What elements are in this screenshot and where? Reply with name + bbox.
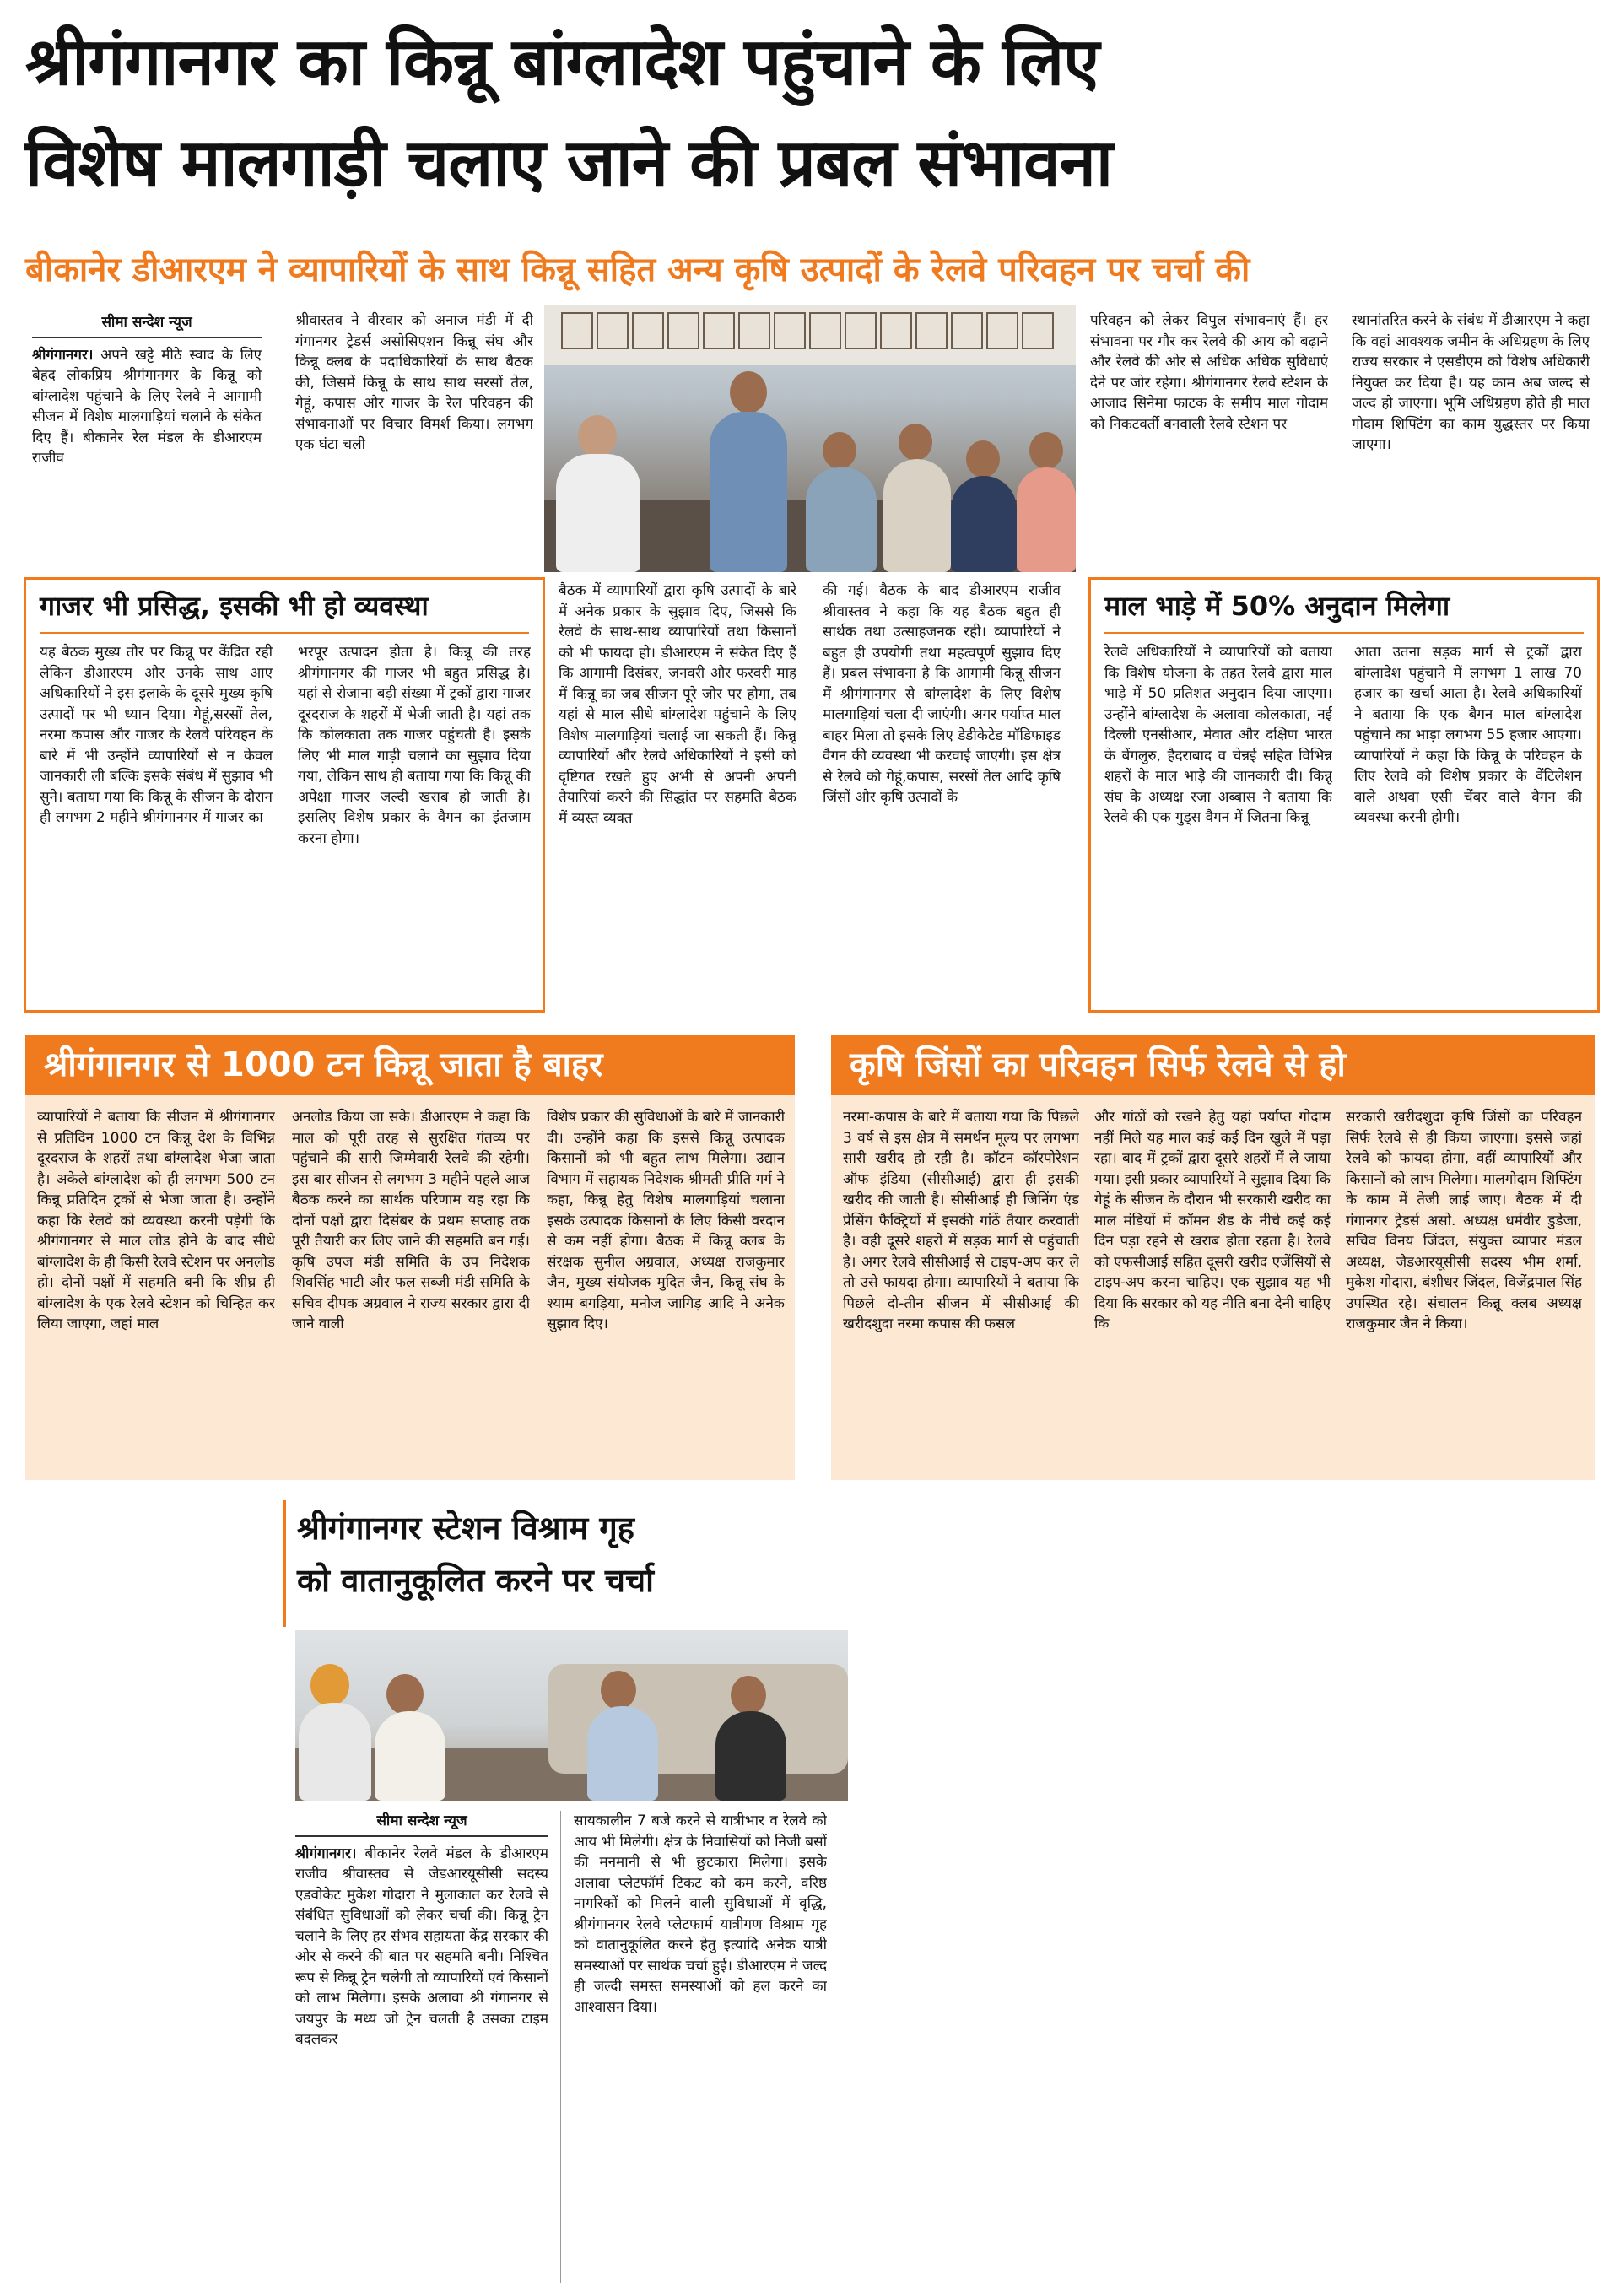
band-left-text-1: व्यापारियों ने बताया कि सीजन में श्रीगंगानगर से प्रतिदिन 1000 टन किन्नू देश के विभिन्न दूरदराज के शहरों तथा बांग्लादेश भेजा जाता है। अकेले बांग्लादेश को ही लगभग 500 टन किन्नू प्रतिदिन ट्रकों से भेजा जाता है। उन्होंने कहा कि रेलवे को व्यवस्था करनी पड़ेगी कि श्रीगंगानगर से माल लोड होने के बाद सीधे बांग्लादेश के ही किसी रेलवे स्टेशन पर अनलोड हो। दोनों पक्षों में सहमति बनी कि शीघ्र ही बांग्लादेश के एक रेलवे स्टेशन को चिन्हित कर लिया जाएगा, जहां माल (37, 1109, 275, 1332)
byline: सीमा सन्देश न्यूज (32, 312, 262, 338)
band-right-column-3 (1346, 1107, 1582, 1470)
maal-column-1 (1104, 642, 1332, 1003)
story1-column-2 (295, 311, 533, 564)
story2-headline-line-1: श्रीगंगानगर स्टेशन विश्राम गृह (297, 1510, 634, 1547)
dateline: श्रीगंगानगर। (32, 346, 94, 364)
band-left-column-2 (292, 1107, 530, 1470)
band-left-column-3 (547, 1107, 785, 1470)
story1-column-4 (823, 581, 1061, 1008)
gajar-box (24, 577, 545, 1013)
story2-text-1: बीकानेर रेलवे मंडल के डीआरएम राजीव श्रीवास्तव से जेडआरयूसीसी सदस्य एडवोकेट मुकेश गोदारा ने मुलाकात कर रेलवे से संबंधित सुविधाओं को लेकर चर्चा की। किन्नू ट्रेन चलाने के लिए हर संभव सहायता केंद्र सरकार की ओर से करने की बात पर सहमति बनी। निश्चित रूप से किन्नू ट्रेन चलेगी तो व्यापारियों एवं किसानों को लाभ मिलेगा। इसके अलावा श्री गंगानगर से जयपुर के मध्य जो ट्रेन चलती है उसका टाइम बदलकर (295, 1845, 548, 2048)
story2-column-2 (574, 1811, 827, 2283)
gajar-text-1: यह बैठक मुख्य तौर पर किन्नू पर केंद्रित रही लेकिन डीआरएम और उनके साथ आए अधिकारियों ने इस इलाके के दूसरे मुख्य कृषि उत्पादों पर भी ध्यान दिया। गेहूं,सरसों तेल, नरमा कपास और गाजर के रेलवे परिवहन के बारे में भी उन्होंने व्यापारियों से न केवल जानकारी ली बल्कि इसके संबंध में सुझाव भी सुने। बताया गया कि किन्नू के सीजन के दौरान ही लगभग 2 महीने श्रीगंगानगर में गाजर का (40, 644, 273, 826)
band-left-title: श्रीगंगानगर से 1000 टन किन्नू जाता है बाहर (25, 1035, 795, 1095)
maal-box (1088, 577, 1600, 1013)
story2-dateline: श्रीगंगानगर। (295, 1845, 357, 1862)
story1-text-4: की गई। बैठक के बाद डीआरएम राजीव श्रीवास्तव ने कहा कि यह बैठक बहुत ही सार्थक तथा उत्साहजनक रही। व्यापारियों ने बहुत ही उपयोगी तथा महत्वपूर्ण सुझाव दिए हैं। प्रबल संभावना है कि आगामी किन्नू सीजन में श्रीगंगानगर से बांग्लादेश के लिए विशेष मालगाड़ियां चला दी जाएंगी। अगर पर्याप्त माल बाहर मिला तो इसके लिए डेडीकेटेड मॉडिफाइड वैगन की व्यवस्था भी करवाई जाएगी। इस क्षेत्र से रेलवे को गेहूं,कपास, सरसों तेल आदि कृषि जिंसों और कृषि उत्पादों के (823, 582, 1061, 806)
story2-headline-line-2: को वातानुकूलित करने पर चर्चा (297, 1562, 655, 1599)
maal-column-2 (1354, 642, 1582, 1003)
story2-byline: सीमा सन्देश न्यूज (295, 1811, 548, 1837)
band-left-text-2: अनलोड किया जा सके। डीआरएम ने कहा कि माल को पूरी तरह से सुरक्षित गंतव्य पर पहुंचाने की सारी जिम्मेवारी रेलवे की रहेगी। इस बार सीजन से लगभग 3 महीने पहले आज बैठक करने का सार्थक परिणाम यह रहा कि दोनों पक्षों द्वारा दिसंबर के प्रथम सप्ताह तक पूरी तैयारी कर लिए जाने की सहमति बन गई। कृषि उपज मंडी समिति के उप निदेशक शिवसिंह भाटी और फल सब्जी मंडी समिति के सचिव दीपक अग्रवाल ने राज्य सरकार द्वारा दी जाने वाली (292, 1109, 530, 1332)
story1-text-5: परिवहन को लेकर विपुल संभावनाएं हैं। हर संभावना पर गौर कर रेलवे की आय को बढ़ाने और रेलवे की ओर से अधिक अधिक सुविधाएं देने पर जोर रहेगा। श्रीगंगानगर रेलवे स्टेशन के आजाद सिनेमा फाटक के समीप माल गोदाम को निकटवर्ती बनवाली रेलवे स्टेशन पर (1090, 312, 1328, 433)
band-right-column-1 (843, 1107, 1079, 1470)
band-left-text-3: विशेष प्रकार की सुविधाओं के बारे में जानकारी दी। उन्होंने कहा कि इससे किन्नू उत्पादक किसानों को भी बहुत लाभ मिलेगा। उद्यान विभाग में सहायक निदेशक श्रीमती प्रीति गर्ग ने कहा, किन्नू हेतु विशेष मालगाड़ियां चलाना इसके उत्पादक किसानों के लिए किसी वरदान से कम नहीं होगा। बैठक में किन्नू क्लब के संरक्षक सुनील अग्रवाल, अध्यक्ष राजकुमार जैन, मुख्य संयोजक मुदित जैन, किन्नू संघ के श्याम बगड़िया, मनोज जागिड़ आदि ने अनेक सुझाव दिए। (547, 1109, 785, 1332)
story1-text-1: अपने खट्टे मीठे स्वाद के लिए बेहद लोकप्रिय श्रीगंगानगर के किन्नू को बांग्लादेश पहुंचाने के लिए रेलवे ने आगामी सीजन में विशेष मालगाड़ियां चलाने के संकेत दिए हैं। बीकानेर रेल मंडल के डीआरएम राजीव (32, 346, 262, 467)
band-left-panel (25, 1035, 795, 1480)
story1-column-1 (32, 312, 262, 565)
band-right-title: कृषि जिंसों का परिवहन सिर्फ रेलवे से हो (831, 1035, 1595, 1095)
band-right-panel (831, 1035, 1595, 1480)
gajar-text-2: भरपूर उत्पादन होता है। किन्नू की तरह श्रीगंगानगर की गाजर भी बहुत प्रसिद्ध है। यहां से रोजाना बड़ी संख्या में ट्रकों द्वारा गाजर दूरदराज के शहरों में भेजी जाती है। यहां तक कि कोलकाता तक गाजर पहुंचती है। इसके लिए भी माल गाड़ी चलाने का सुझाव दिया गया, लेकिन साथ ही बताया गया कि किन्नू की अपेक्षा गाजर जल्दी खराब हो जाती है। इसलिए विशेष प्रकार के वैगन का इंतजाम करना होगा। (298, 644, 531, 847)
column-divider (560, 1811, 561, 2283)
maal-box-title: माल भाड़े में 50% अनुदान मिलेगा (1104, 590, 1450, 622)
band-right-text-2: और गांठों को रखने हेतु यहां पर्याप्त गोदाम नहीं मिले यह माल कई कई दिन खुले में पड़ा रहा। बाद में ट्रकों द्वारा दूसरे शहरों में ले जाया गया। इसी प्रकार व्यापारियों ने सुझाव दिया कि गेहूं के सीजन के दौरान भी सरकारी खरीद का माल मंडियों में कॉमन शैड के नीचे कई कई दिन पड़ा रहने से खराब होता रहता है। रेलवे को एफसीआई सहित दूसरी खरीद एजेंसियों से टाइप-अप करना चाहिए। एक सुझाव यह भी दिया कि सरकार को यह नीति बना देनी चाहिए कि (1094, 1109, 1331, 1332)
story2-accent-bar (283, 1500, 286, 1627)
story1-text-2: श्रीवास्तव ने वीरवार को अनाज मंडी में दी गंगानगर ट्रेडर्स असोसिएशन किन्नू संघ और किन्नू क्लब के पदाधिकारियों के साथ बैठक की, जिसमें किन्नू के साथ साथ सरसों तेल, गेहूं, कपास और गाजर के रेल परिवहन की संभावनाओं पर विचार विमर्श किया। लगभग एक घंटा चली (295, 312, 533, 453)
band-right-text-3: सरकारी खरीदशुदा कृषि जिंसों का परिवहन सिर्फ रेलवे से ही किया जाएगा। इससे जहां रेलवे को फायदा होगा, वहीं व्यापारियों और किसानों को लाभ मिलेगा। मालगोदाम शिफ्टिंग के काम में तेजी लाई जाए। बैठक में दी गंगानगर ट्रेडर्स असो. अध्यक्ष धर्मवीर डुडेजा, सचिव विनय जिंदल, संयुक्त व्यापार मंडल अध्यक्ष, जैडआरयूसीसी सदस्य भीम शर्मा, मुकेश गोदारा, बंशीधर जिंदल, विजेंद्रपाल सिंह उपस्थित रहे। संचालन किन्नू क्लब अध्यक्ष राजकुमार जैन ने किया। (1346, 1109, 1582, 1332)
station-meeting-photo (295, 1630, 848, 1801)
story1-column-6 (1352, 311, 1590, 564)
story1-column-5 (1090, 311, 1328, 564)
gajar-box-title: गाजर भी प्रसिद्ध, इसकी भी हो व्यवस्था (40, 590, 429, 622)
story1-column-3 (559, 581, 796, 1008)
band-left-column-1 (37, 1107, 275, 1470)
story1-text-3: बैठक में व्यापारियों द्वारा कृषि उत्पादों के बारे में अनेक प्रकार के सुझाव दिए, जिससे कि रेलवे के साथ-साथ व्यापारियों तथा किसानों को भी फायदा हो। डीआरएम ने संकेत दिए हैं कि आगामी दिसंबर, जनवरी और फरवरी माह में किन्नू का जब सीजन पूरे जोर पर होगा, तब यहां से माल सीधे बांग्लादेश पहुंचाने के लिए विशेष मालगाड़ियां चलाई जा सकती हैं। किन्नू व्यापारियों और रेलवे अधिकारियों ने इसी को दृष्टिगत रखते हुए अभी से अपनी अपनी तैयारियां करने की सिद्धांत पर सहमति बैठक में व्यस्त व्यक्त (559, 582, 796, 827)
story1-text-6: स्थानांतरित करने के संबंध में डीआरएम ने कहा कि वहां आवश्यक जमीन के अधिग्रहण के लिए राज्य सरकार ने एसडीएम को विशेष अधिकारी नियुक्त कर दिया है। यह काम अब जल्द से जल्द हो जाएगा। भूमि अधिग्रहण होते ही माल गोदाम शिफ्टिंग का काम युद्धस्तर पर किया जाएगा। (1352, 312, 1590, 453)
band-right-column-2 (1094, 1107, 1331, 1470)
headline-line-2: विशेष मालगाड़ी चलाए जाने की प्रबल संभावना (25, 126, 1113, 202)
story2-column-1 (295, 1811, 548, 2283)
headline-line-1: श्रीगंगानगर का किन्नू बांग्लादेश पहुंचाने के लिए (25, 24, 1099, 100)
meeting-photo (544, 305, 1076, 572)
gajar-column-1 (40, 642, 273, 1003)
gajar-column-2 (298, 642, 531, 1003)
subheadline: बीकानेर डीआरएम ने व्यापारियों के साथ किन्नू सहित अन्य कृषि उत्पादों के रेलवे परिवहन पर चर्चा की (25, 251, 1250, 289)
maal-text-2: आता उतना सड़क मार्ग से ट्रकों द्वारा बांग्लादेश पहुंचाने में लगभग 1 लाख 70 हजार का खर्चा आता है। रेलवे अधिकारियों ने बताया कि एक बैगन माल बांग्लादेश पहुंचाने का भाड़ा लगभग 55 हजार आएगा। व्यापारियों ने कहा कि किन्नू के परिवहन के लिए रेलवे को विशेष प्रकार के वेंटिलेशन वाले अथवा एसी चेंबर वाले वैगन की व्यवस्था करनी होगी। (1354, 644, 1582, 826)
band-right-text-1: नरमा-कपास के बारे में बताया गया कि पिछले 3 वर्ष से इस क्षेत्र में समर्थन मूल्य पर लगभग सारी खरीद हो रही है। कॉटन कॉरपोरेशन ऑफ इंडिया (सीसीआई) द्वारा ही इसकी खरीद की जाती है। सीसीआई ही जिनिंग एंड प्रेसिंग फैक्ट्रियों में इसकी गांठें तैयार करवाती है। वही दूसरे शहरों में सड़क मार्ग से पहुंचाती है। अगर रेलवे सीसीआई से टाइप-अप कर ले तो उसे फायदा होगा। व्यापारियों ने बताया कि पिछले दो-तीन सीजन में सीसीआई की खरीदशुदा नरमा कपास की फसल (843, 1109, 1079, 1332)
maal-text-1: रेलवे अधिकारियों ने व्यापारियों को बताया कि विशेष योजना के तहत रेलवे द्वारा माल भाड़े में 50 प्रतिशत अनुदान दिया जाएगा। उन्होंने बांग्लादेश के अलावा कोलकाता, नई दिल्ली एनसीआर, मेवात और दक्षिण भारत के बेंगलुरु, हैदराबाद व चेन्नई सहित विभिन्न शहरों के माल भाड़े की जानकारी दी। किन्नू संघ के अध्यक्ष रजा अब्बास ने बताया कि रेलवे की एक गुड्स वैगन में जितना किन्नू (1104, 644, 1332, 826)
story2-text-2: सायकालीन 7 बजे करने से यात्रीभार व रेलवे को आय भी मिलेगी। क्षेत्र के निवासियों को निजी बसों की मनमानी से भी छुटकारा मिलेगा। इसके अलावा प्लेटफॉर्म टिकट को कम करने, वरिष्ठ नागरिकों को मिलने वाली सुविधाओं में वृद्धि, श्रीगंगानगर रेलवे प्लेटफार्म यात्रीगण विश्राम गृह को वातानुकूलित करने हेतु इत्यादि अनेक यात्री समस्याओं पर सार्थक चर्चा हुई। डीआरएम ने जल्द ही जल्दी समस्त समस्याओं को हल करने का आश्वासन दिया। (574, 1812, 827, 2016)
